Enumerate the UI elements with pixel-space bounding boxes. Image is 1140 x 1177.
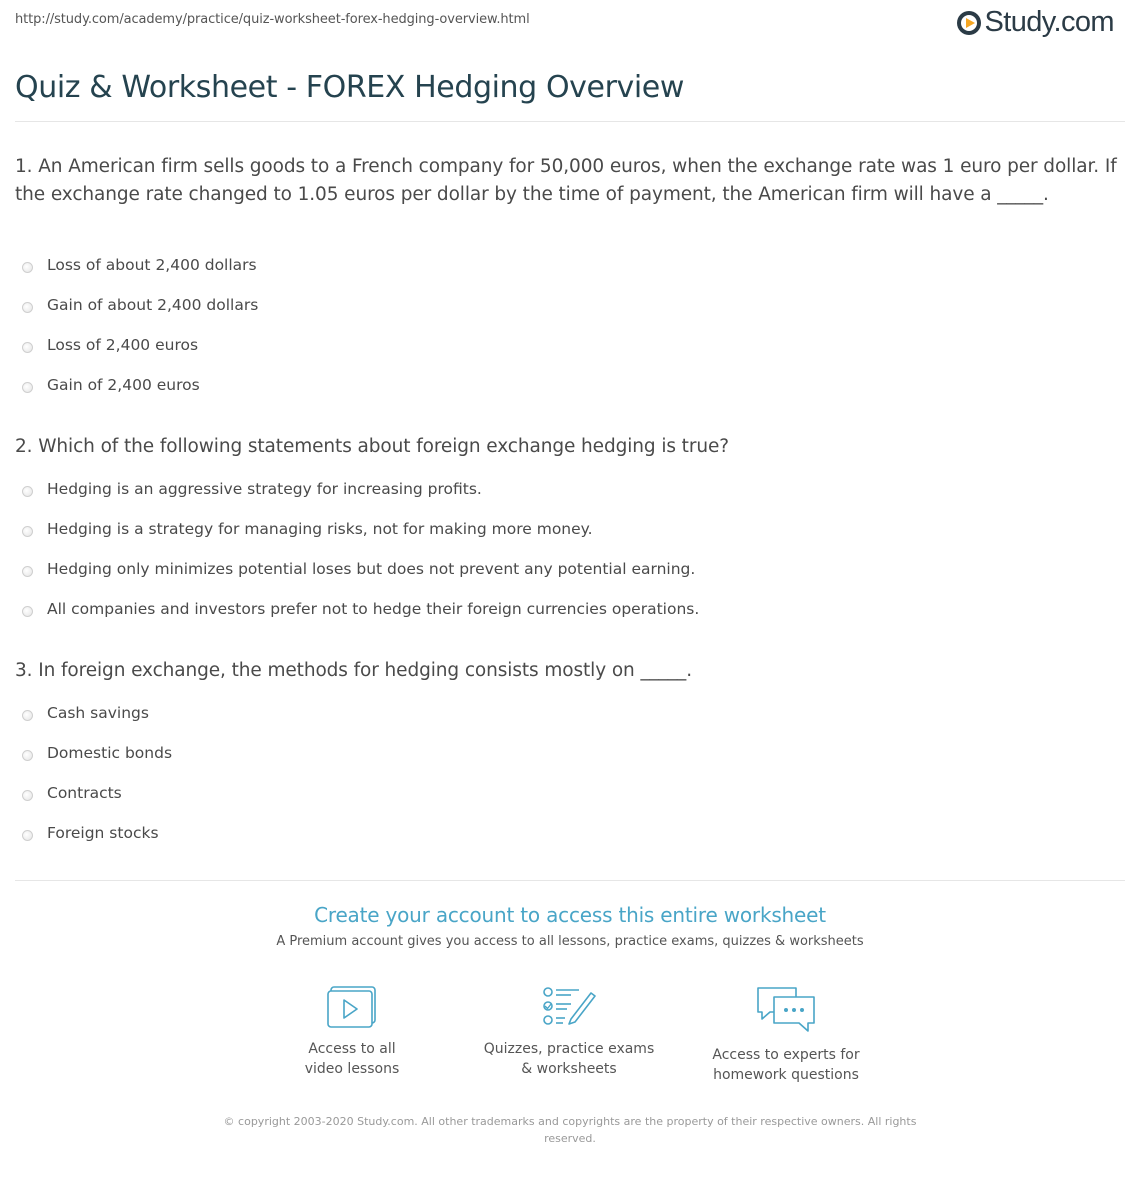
answer-option[interactable]: [22, 296, 258, 336]
radio-button-icon[interactable]: [22, 342, 33, 353]
option-label: Loss of 2,400 euros: [47, 336, 199, 354]
answer-option[interactable]: [22, 600, 699, 640]
radio-button-icon[interactable]: [22, 710, 33, 721]
radio-button-icon[interactable]: [22, 790, 33, 801]
study-logo[interactable]: [957, 6, 1114, 39]
title-divider: [15, 121, 1125, 122]
question-2-options: [22, 480, 699, 640]
question-2: 2. Which of the following statements about foreign exchange hedging is true?: [15, 436, 729, 457]
answer-option[interactable]: [22, 784, 172, 824]
feature-label-line: homework questions: [713, 1067, 859, 1083]
option-label: Contracts: [47, 784, 122, 802]
feature-label-line: Quizzes, practice exams: [483, 1041, 655, 1057]
question-1-options: [22, 256, 258, 416]
answer-option[interactable]: [22, 704, 172, 744]
chat-bubbles-icon: [754, 985, 818, 1035]
question-3: 3. In foreign exchange, the methods for hedging consists mostly on _____.: [15, 660, 692, 681]
create-account-link[interactable]: Create your account to access this entire worksheet: [314, 903, 826, 927]
answer-option[interactable]: [22, 824, 172, 864]
feature-video-lessons: [252, 985, 452, 1079]
feature-label-line: Access to all: [308, 1041, 396, 1057]
feature-label-line: video lessons: [304, 1061, 400, 1077]
premium-description: A Premium account gives you access to all lessons, practice exams, quizzes & worksheets: [276, 934, 864, 949]
answer-option[interactable]: [22, 376, 258, 416]
quiz-checklist-icon: [541, 985, 597, 1029]
logo-text: Study.com: [984, 6, 1114, 38]
option-label: Cash savings: [47, 704, 149, 722]
option-label: Loss of about 2,400 dollars: [47, 256, 257, 274]
video-lesson-icon: [326, 985, 378, 1029]
answer-option[interactable]: [22, 560, 699, 600]
option-label: All companies and investors prefer not to hedge their foreign currencies operations.: [47, 600, 700, 618]
radio-button-icon[interactable]: [22, 606, 33, 617]
feature-quizzes: [469, 985, 669, 1079]
answer-option[interactable]: [22, 480, 699, 520]
radio-button-icon[interactable]: [22, 830, 33, 841]
answer-option[interactable]: [22, 520, 699, 560]
option-label: Hedging is an aggressive strategy for increasing profits.: [47, 480, 482, 498]
play-logo-icon: [957, 11, 981, 35]
answer-option[interactable]: [22, 744, 172, 784]
radio-button-icon[interactable]: [22, 262, 33, 273]
question-1: 1. An American firm sells goods to a French company for 50,000 euros, when the exchange rate was 1 euro per dollar. If the exchange rate changed to 1.05 euros per dollar by the time of payment, the American firm will have a _____.: [15, 156, 1117, 205]
page-title: Quiz & Worksheet - FOREX Hedging Overview: [15, 70, 684, 105]
copyright-text: © copyright 2003-2020 Study.com. All other trademarks and copyrights are the property of their respective owners. All rights reserved.: [223, 1115, 917, 1145]
feature-label-line: Access to experts for: [712, 1047, 860, 1063]
option-label: Domestic bonds: [47, 744, 173, 762]
page-url: http://study.com/academy/practice/quiz-worksheet-forex-hedging-overview.html: [15, 12, 530, 27]
option-label: Gain of 2,400 euros: [47, 376, 200, 394]
radio-button-icon[interactable]: [22, 566, 33, 577]
option-label: Foreign stocks: [47, 824, 159, 842]
section-divider: [15, 880, 1125, 881]
option-label: Gain of about 2,400 dollars: [47, 296, 259, 314]
radio-button-icon[interactable]: [22, 526, 33, 537]
answer-option[interactable]: [22, 256, 258, 296]
feature-label-line: & worksheets: [521, 1061, 617, 1077]
radio-button-icon[interactable]: [22, 302, 33, 313]
radio-button-icon[interactable]: [22, 486, 33, 497]
radio-button-icon[interactable]: [22, 382, 33, 393]
feature-experts: [686, 985, 886, 1085]
option-label: Hedging only minimizes potential loses but does not prevent any potential earning.: [47, 560, 696, 578]
answer-option[interactable]: [22, 336, 258, 376]
radio-button-icon[interactable]: [22, 750, 33, 761]
question-3-options: [22, 704, 172, 864]
option-label: Hedging is a strategy for managing risks, not for making more money.: [47, 520, 593, 538]
